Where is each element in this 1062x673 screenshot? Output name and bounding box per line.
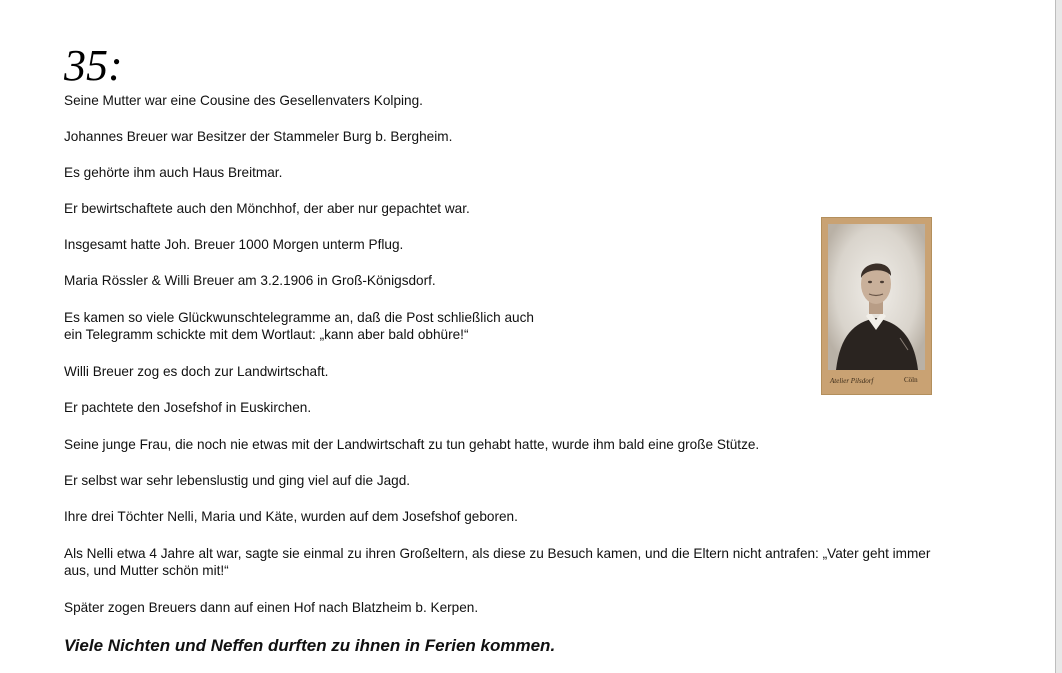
portrait-photo <box>821 217 932 395</box>
paragraph: Ihre drei Töchter Nelli, Maria und Käte, wurden auf dem Josefshof geboren. <box>64 509 518 524</box>
paragraph: Er selbst war sehr lebenslustig und ging viel auf die Jagd. <box>64 473 411 488</box>
paragraph: Er bewirtschaftete auch den Mönchhof, der aber nur gepachtet war. <box>64 201 470 216</box>
paragraph: Als Nelli etwa 4 Jahre alt war, sagte sie einmal zu ihren Großeltern, als diese zu Besuch kamen, und die Eltern nicht antrafen: „Vater geht immer aus, und Mutter schön mit!“ <box>64 546 931 578</box>
paragraph: Es gehörte ihm auch Haus Breitmar. <box>64 165 283 180</box>
paragraph: Johannes Breuer war Besitzer der Stammeler Burg b. Bergheim. <box>64 129 453 144</box>
paragraph: Später zogen Breuers dann auf einen Hof nach Blatzheim b. Kerpen. <box>64 600 479 615</box>
page-number: 35: <box>64 41 123 90</box>
studio-signature: Atelier Pilsdorf <box>830 377 874 385</box>
closing-line: Viele Nichten und Neffen durften zu ihnen in Ferien kommen. <box>64 636 556 655</box>
paragraph: Willi Breuer zog es doch zur Landwirtschaft. <box>64 364 329 379</box>
page-edge-scrollbar <box>1055 0 1062 673</box>
paragraph: Er pachtete den Josefshof in Euskirchen. <box>64 400 312 415</box>
paragraph: Maria Rössler & Willi Breuer am 3.2.1906 in Groß-Königsdorf. <box>64 273 436 288</box>
paragraph: Insgesamt hatte Joh. Breuer 1000 Morgen unterm Pflug. <box>64 237 404 252</box>
paragraph: Es kamen so viele Glückwunschtelegramme an, daß die Post schließlich auch ein Telegramm schickte mit dem Wortlaut: „kann aber bald obhüre!“ <box>64 310 534 342</box>
studio-city: Cöln <box>904 376 918 384</box>
paragraph: Seine junge Frau, die noch nie etwas mit der Landwirtschaft zu tun gehabt hatte, wurde ihm bald eine große Stütze. <box>64 437 760 452</box>
paragraph: Seine Mutter war eine Cousine des Gesellenvaters Kolping. <box>64 93 423 108</box>
